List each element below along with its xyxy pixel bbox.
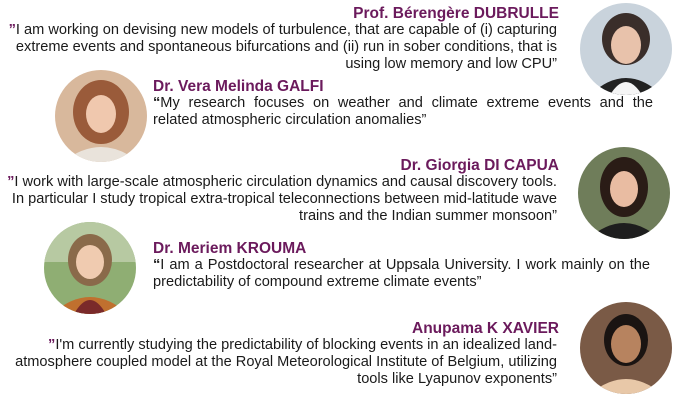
person-name: Prof. Bérengère DUBRULLE: [353, 5, 559, 22]
person-name: Anupama K XAVIER: [412, 320, 559, 337]
quote-mark: “: [153, 257, 161, 273]
quote-mark: ”: [8, 22, 16, 38]
person-quote: [153, 257, 650, 291]
quote-mark: ”: [7, 174, 15, 190]
quote-mark: ”: [48, 337, 56, 353]
portrait-photo: [578, 147, 670, 239]
person-name: Dr. Vera Melinda GALFI: [153, 78, 324, 95]
portrait-photo: [580, 3, 672, 95]
person-quote: [4, 22, 557, 73]
person-quote: [153, 95, 653, 129]
quote-text: I'm currently studying the predictability of blocking events in an idealized land-atmosphere coupled model at the Royal Meteorological Institute of Belgium, utilizing tools like Lyapunov exponents”: [15, 337, 557, 387]
portrait-photo: [580, 302, 672, 394]
person-name: Dr. Meriem KROUMA: [153, 240, 307, 257]
quote-text: My research focuses on weather and climate extreme events and the related atmospheric circulation anomalies”: [153, 95, 653, 128]
quote-mark: “: [153, 95, 161, 111]
person-name: Dr. Giorgia DI CAPUA: [400, 157, 559, 174]
quote-text: I am working on devising new models of turbulence, that are capable of (i) capturing extreme events and spontaneous bifurcations and (ii) run in sober conditions, that is using low memory and low CPU”: [15, 22, 557, 72]
person-quote: [4, 174, 557, 225]
portrait-photo: [44, 222, 136, 314]
quote-text: I work with large-scale atmospheric circulation dynamics and causal discovery tools. In particular I study tropical extra-tropical teleconnections between mid-latitude wave trains and the Indian summer monsoon”: [11, 174, 557, 224]
person-quote: [4, 337, 557, 388]
quote-text: I am a Postdoctoral researcher at Uppsala University. I work mainly on the predictability of compound extreme climate events”: [153, 257, 650, 290]
portrait-photo: [55, 70, 147, 162]
